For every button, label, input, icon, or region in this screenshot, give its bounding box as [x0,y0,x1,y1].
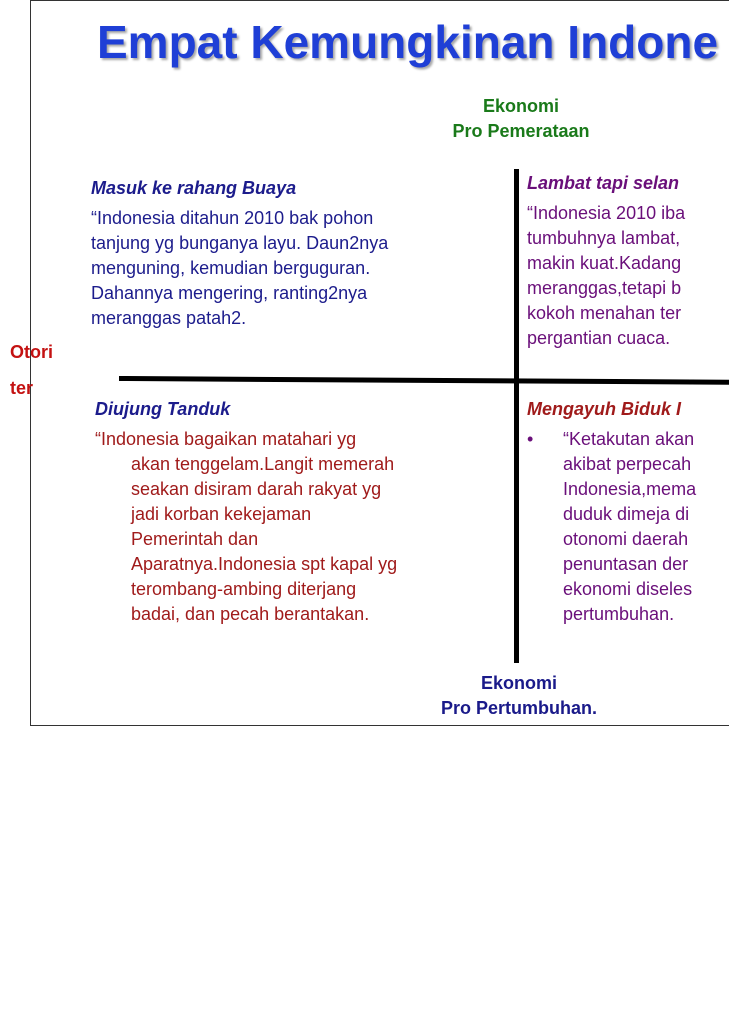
quadrant-line: meranggas patah2. [91,308,247,328]
axis-top-line-2: Pro Pemerataan [452,121,590,141]
quadrant-line: “Indonesia ditahun 2010 bak pohon [91,208,374,228]
quadrant-heading: Masuk ke rahang Buaya [91,178,297,198]
axis-bottom-line-1: Ekonomi [480,673,557,693]
quadrant-heading: Diujung Tanduk [95,399,231,419]
axis-bottom-label [409,671,629,721]
quadrant-bullet-item [527,427,696,452]
quadrant-line: tanjung yg bunganya layu. Daun2nya [91,233,389,253]
quadrant-line: penuntasan der [563,554,689,574]
quadrant-line: Indonesia,mema [563,479,697,499]
quadrant-line: ekonomi diseles [563,579,693,599]
horizontal-axis-line [119,376,729,385]
quadrant-line: Pemerintah dan [131,529,259,549]
bullet-icon: • [527,429,534,449]
vertical-axis-line [514,169,519,663]
quadrant-bottom-right [527,397,696,627]
axis-top-label [421,94,621,144]
quadrant-line: pertumbuhan. [563,604,675,624]
quadrant-line: makin kuat.Kadang [527,253,682,273]
quadrant-line: akibat perpecah [563,454,692,474]
quadrant-line: “Ketakutan akan [563,429,695,449]
quadrant-line: jadi korban kekejaman [131,504,312,524]
quadrant-line: badai, dan pecah berantakan. [131,604,370,624]
quadrant-line: Dahannya mengering, ranting2nya [91,283,368,303]
quadrant-line: “Indonesia 2010 iba [527,203,686,223]
quadrant-line: terombang-ambing diterjang [131,579,357,599]
quadrant-heading: Lambat tapi selan [527,173,680,193]
slide-title: Empat Kemungkinan Indone [97,16,719,68]
quadrant-line: meranggas,tetapi b [527,278,682,298]
quadrant-line: Aparatnya.Indonesia spt kapal yg [131,554,398,574]
quadrant-bottom-left [95,397,397,627]
quadrant-heading: Mengayuh Biduk I [527,399,682,419]
axis-left-label-2: ter [10,378,34,398]
axis-left-label-1: Otori [10,342,53,362]
quadrant-line: duduk dimeja di [563,504,690,524]
quadrant-line: pergantian cuaca. [527,328,671,348]
quadrant-line: seakan disiram darah rakyat yg [131,479,382,499]
quadrant-line: otonomi daerah [563,529,689,549]
axis-top-line-1: Ekonomi [482,96,559,116]
quadrant-top-right [527,171,685,351]
quadrant-line: akan tenggelam.Langit memerah [131,454,395,474]
axis-bottom-line-2: Pro Pertumbuhan. [440,698,597,718]
quadrant-top-left [91,176,388,331]
quadrant-line: “Indonesia bagaikan matahari yg [95,429,357,449]
quadrant-line: tumbuhnya lambat, [527,228,681,248]
slide [30,0,729,726]
quadrant-line: kokoh menahan ter [527,303,682,323]
quadrant-line: menguning, kemudian berguguran. [91,258,371,278]
